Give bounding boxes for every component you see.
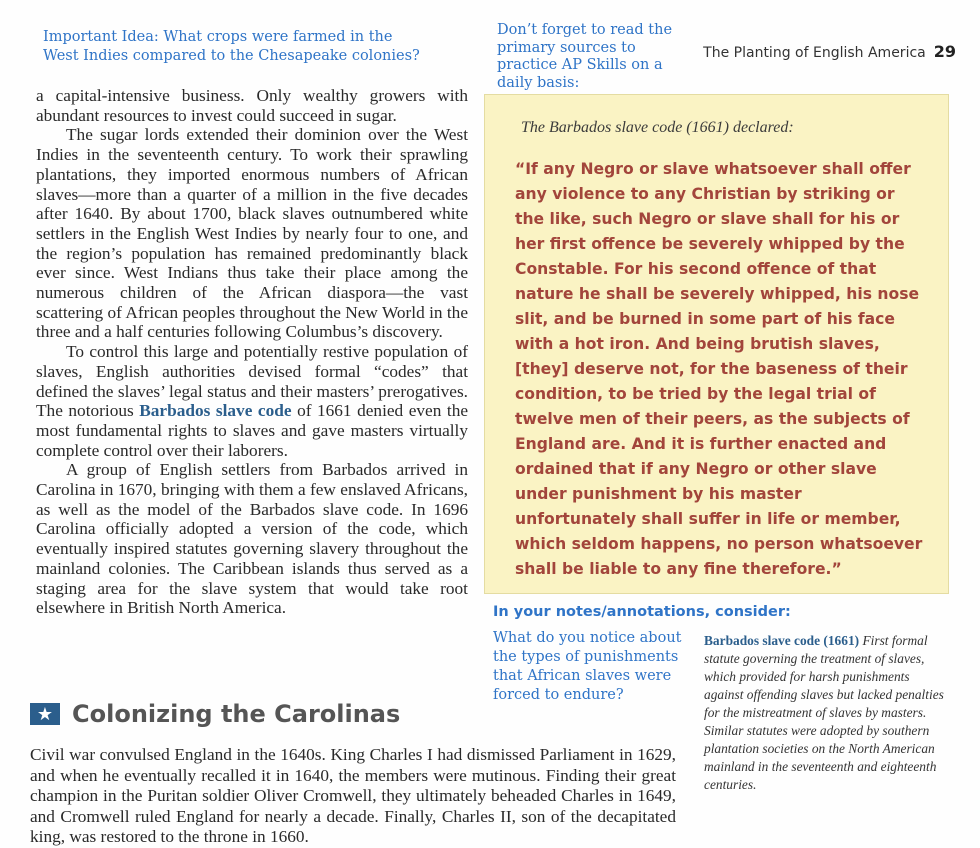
source-intro: The Barbados slave code (1661) declared: — [521, 119, 794, 136]
body-paragraph: A group of English settlers from Barbados arrived in Carolina in 1670, bringing with them a few enslaved Africans, as well as the model of the Barbados slave code. In 1696 Carolina officially adopted a version of the code, which eventually inspired statutes governing slavery throughout the mainland colonies. The Caribbean islands thus served as a staging area for the slave system that would take root elsewhere in British North America. — [36, 460, 468, 618]
section-title: Colonizing the Carolinas — [72, 700, 401, 728]
body-paragraph — [36, 342, 468, 460]
key-term-barbados-slave-code: Barbados slave code — [139, 401, 292, 421]
page-number: 29 — [933, 42, 956, 61]
primary-source-box — [484, 94, 949, 594]
source-quote: “If any Negro or slave whatsoever shall offer any violence to any Christian by striking or the like, such Negro or slave shall for his or her first offence be severely whipped by the Constable. For his second offence of that nature he shall be severely whipped, his nose slit, and be burned in some part of his face with a hot iron. And being brutish slaves, [they] deserve not, for the baseness of their condition, to be tried by the legal trial of twelve men of their peers, as the subjects of England are. And it is further enacted and ordained that if any Negro or other slave under punishment by his master unfortunately shall suffer in life or member, which seldom happens, no person whatsoever shall be liable to any fine therefore.” — [515, 160, 923, 578]
text-run: To control this large and potentially restive population of slaves, English authorities devised formal “codes” that defined the slaves’ legal status and their masters’ prerogatives. The notorious — [36, 342, 468, 421]
consider-heading: In your notes/annotations, consider: — [493, 604, 791, 620]
body-paragraph: a capital-intensive business. Only wealthy growers with abundant resources to invest could succeed in sugar. — [36, 86, 468, 125]
star-flag-icon: ★ — [30, 703, 60, 725]
body-paragraph: The sugar lords extended their dominion over the West Indies in the seventeenth century. To work their sprawling plantations, they imported enormous numbers of African slaves—more than a quarter of a million in the five decades after 1640. By about 1700, black slaves outnumbered white settlers in the English West Indies by nearly four to one, and the region’s population has remained predominantly black ever since. West Indians thus take their place among the numerous children of the African diaspora—the vast scattering of African peoples throughout the New World in the three and a half centuries following Columbus’s discovery. — [36, 125, 468, 342]
section-heading — [30, 700, 400, 728]
annotation-primary-sources: Don’t forget to read the primary sources to practice AP Skills on a daily basis: — [497, 22, 673, 91]
consider-question: What do you notice about the types of punishments that African slaves were forced to endure? — [493, 630, 682, 703]
definition-term: Barbados slave code (1661) — [704, 633, 860, 648]
running-header — [703, 42, 956, 61]
definition-text: First formal statute governing the treatment of slaves, which provided for harsh punishments against offending slaves but lacked penalties for the mistreatment of slaves by masters. Similar statutes were adopted by southern plantation societies on the North American mainland in the seventeenth and eighteenth centuries. — [704, 633, 944, 792]
annotation-important-idea: Important Idea: What crops were farmed in the West Indies compared to the Chesapeake colonies? — [43, 29, 420, 64]
margin-definition — [704, 632, 949, 794]
body-paragraph: Civil war convulsed England in the 1640s. King Charles I had dismissed Parliament in 1629, and when he eventually recalled it in 1640, the members were mutinous. Finding their great champion in the Puritan soldier Oliver Cromwell, they ultimately beheaded Charles in 1649, and Cromwell ruled England for nearly a decade. Finally, Charles II, son of the decapitated king, was restored to the throne in 1660. — [30, 745, 676, 846]
text-run: of 1661 denied even the most fundamental rights to slaves and gave masters virtually complete control over their laborers. — [36, 401, 469, 460]
running-title: The Planting of English America — [703, 45, 926, 61]
section-body — [30, 745, 676, 848]
body-column — [36, 86, 468, 618]
